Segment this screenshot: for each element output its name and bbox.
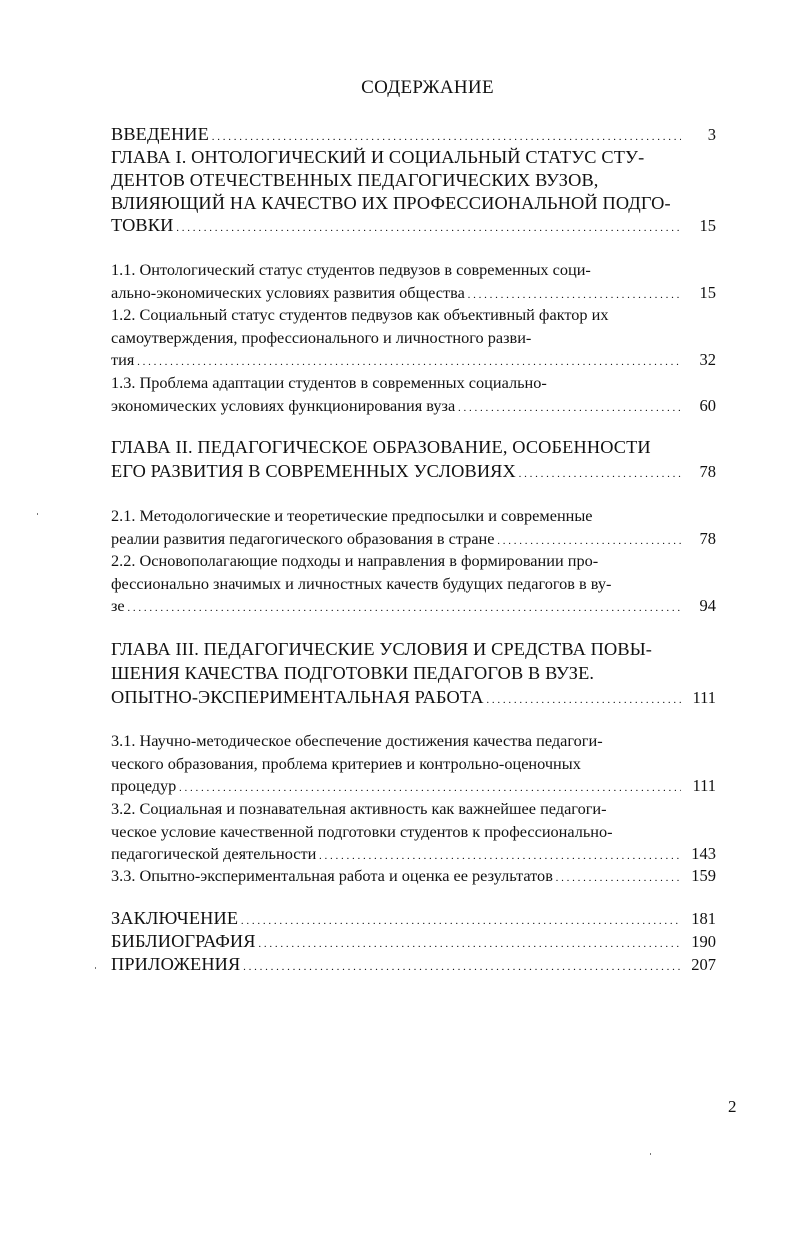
toc-chapter-line: ВВЕДЕНИЕ . . .: [111, 124, 681, 145]
toc-page-number: 78: [699, 462, 716, 481]
toc-page-number: 32: [699, 350, 716, 369]
toc-page-number: 3: [707, 125, 716, 144]
toc-section-line: ально-экономических условиях развития общества . . .: [111, 283, 681, 303]
toc-section-line: 1.3. Проблема адаптации студентов в современных социально-: [111, 373, 547, 392]
toc-chapter-line: ОПЫТНО-ЭКСПЕРИМЕНТАЛЬНАЯ РАБОТА . . .: [111, 687, 681, 708]
page-number: 2: [728, 1097, 737, 1116]
toc-section-line: ческого образования, проблема критериев и контрольно-оценочных: [111, 754, 581, 773]
scan-speck: [37, 513, 38, 515]
toc-page-number: 94: [699, 596, 716, 615]
toc-page-number: 111: [692, 688, 716, 707]
toc-section-line: 1.1. Онтологический статус студентов педвузов в современных соци-: [111, 260, 591, 279]
toc-section-line: педагогической деятельности . . .: [111, 844, 681, 864]
scan-speck: [650, 1153, 651, 1155]
toc-section-line: фессионально значимых и личностных качеств будущих педагогов в ву-: [111, 574, 612, 593]
toc-section-line: тия . . .: [111, 350, 681, 370]
toc-chapter-line: ДЕНТОВ ОТЕЧЕСТВЕННЫХ ПЕДАГОГИЧЕСКИХ ВУЗОВ,: [111, 170, 599, 190]
toc-section-line: 2.2. Основополагающие подходы и направления в формировании про-: [111, 551, 599, 570]
scan-speck: [95, 967, 96, 969]
toc-section-line: процедур . . .: [111, 776, 681, 796]
toc-section-line: 2.1. Методологические и теоретические предпосылки и современные: [111, 506, 593, 525]
toc-page-number: 143: [691, 844, 716, 863]
toc-page-number: 15: [699, 283, 716, 302]
toc-page-number: 60: [699, 396, 716, 415]
toc-section-line: экономических условиях функционирования вуза . . .: [111, 396, 681, 416]
toc-chapter-line: ПРИЛОЖЕНИЯ . . .: [111, 954, 681, 975]
toc-section-line: 3.3. Опытно-экспериментальная работа и оценка ее результатов . . .: [111, 866, 681, 886]
toc-section-line: 3.1. Научно-методическое обеспечение достижения качества педагоги-: [111, 731, 603, 750]
toc-page-number: 190: [691, 932, 716, 951]
toc-chapter-line: ВЛИЯЮЩИЙ НА КАЧЕСТВО ИХ ПРОФЕССИОНАЛЬНОЙ ПОДГО-: [111, 193, 671, 213]
toc-chapter-line: ГЛАВА II. ПЕДАГОГИЧЕСКОЕ ОБРАЗОВАНИЕ, ОСОБЕННОСТИ: [111, 437, 651, 457]
toc-chapter-line: ТОВКИ . . .: [111, 215, 681, 236]
toc-page-number: 159: [691, 866, 716, 885]
toc-page-number: 111: [692, 776, 716, 795]
toc-chapter-line: БИБЛИОГРАФИЯ . . .: [111, 931, 681, 952]
toc-section-line: 1.2. Социальный статус студентов педвузов как объективный фактор их: [111, 305, 609, 324]
toc-section-line: самоутверждения, профессионального и личностного разви-: [111, 328, 532, 347]
toc-section-line: ческое условие качественной подготовки студентов к профессионально-: [111, 822, 613, 841]
toc-chapter-line: ЗАКЛЮЧЕНИЕ . . .: [111, 908, 681, 929]
toc-section-line: 3.2. Социальная и познавательная активность как важнейшее педагоги-: [111, 799, 607, 818]
toc-chapter-line: ЕГО РАЗВИТИЯ В СОВРЕМЕННЫХ УСЛОВИЯХ . . .: [111, 461, 681, 482]
toc-page-number: 207: [691, 955, 716, 974]
toc-page-number: 181: [691, 909, 716, 928]
toc-chapter-line: ГЛАВА I. ОНТОЛОГИЧЕСКИЙ И СОЦИАЛЬНЫЙ СТАТУС СТУ-: [111, 147, 645, 167]
toc-heading: СОДЕРЖАНИЕ: [361, 77, 494, 98]
toc-page-number: 78: [699, 529, 716, 548]
toc-chapter-line: ГЛАВА III. ПЕДАГОГИЧЕСКИЕ УСЛОВИЯ И СРЕДСТВА ПОВЫ-: [111, 639, 653, 659]
toc-page-number: 15: [699, 216, 716, 235]
toc-section-line: реалии развития педагогического образования в стране . . .: [111, 529, 681, 549]
toc-section-line: зе . . .: [111, 596, 681, 616]
toc-chapter-line: ШЕНИЯ КАЧЕСТВА ПОДГОТОВКИ ПЕДАГОГОВ В ВУЗЕ.: [111, 663, 595, 683]
